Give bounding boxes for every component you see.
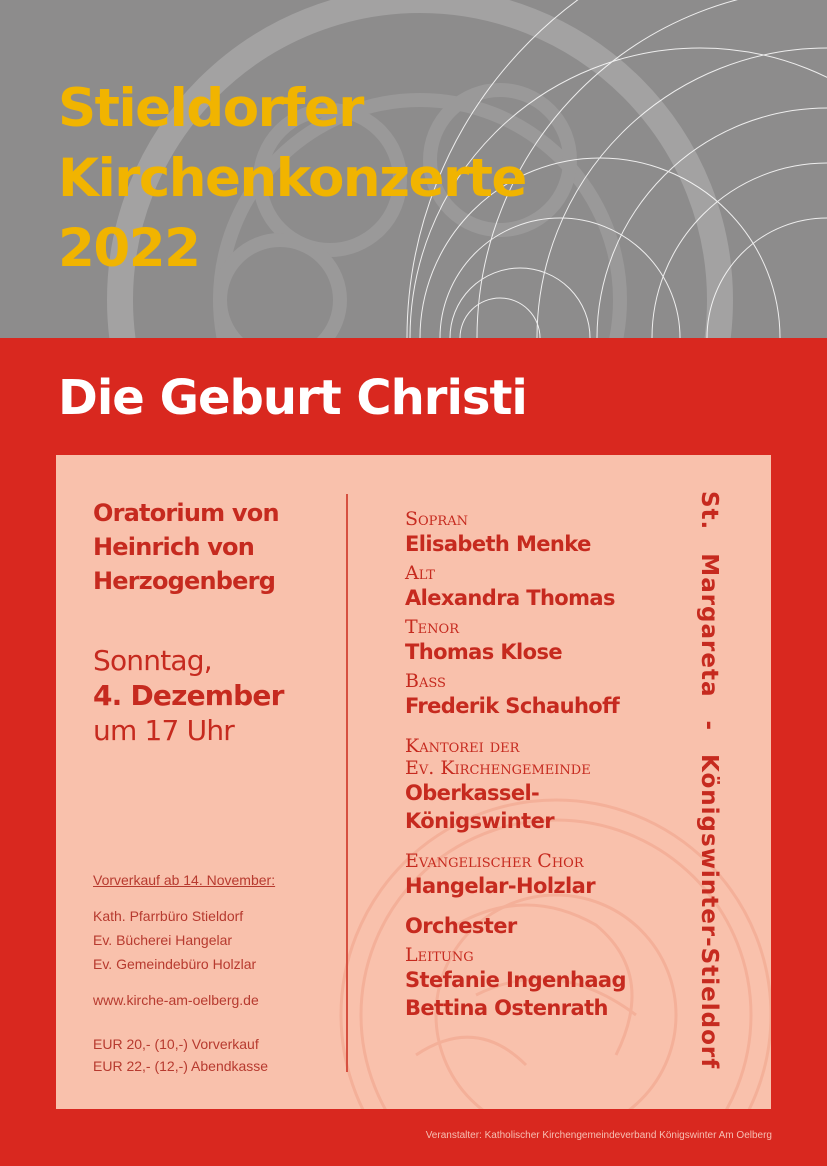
event-datetime (93, 643, 284, 748)
price-list (93, 1033, 275, 1077)
ticket-info (93, 871, 275, 1077)
event-title: Die Geburt Christi (58, 370, 527, 426)
event-date: 4. Dezember (93, 679, 284, 712)
director-1: Stefanie Ingenhaag (405, 968, 626, 992)
choir2-label: Evangelischer Chor (405, 850, 584, 872)
presale-heading: Vorverkauf ab 14. November: (93, 872, 276, 888)
presale-location: Ev. Bücherei Hangelar (93, 932, 233, 948)
column-divider (346, 494, 348, 1072)
performer-tenor: Thomas Klose (405, 640, 563, 664)
work-description (93, 496, 279, 598)
choir1-name-line2: Königswinter (405, 809, 554, 833)
price-presale: EUR 20,- (10,-) Vorverkauf (93, 1036, 259, 1052)
director-2: Bettina Ostenrath (405, 996, 608, 1020)
performer-bass: Frederik Schauhoff (405, 694, 620, 718)
price-box-office: EUR 22,- (12,-) Abendkasse (93, 1058, 269, 1074)
performer-list (405, 508, 705, 1022)
performer-soprano: Elisabeth Menke (405, 532, 591, 556)
choir1-name-line1: Oberkassel- (405, 781, 540, 805)
work-line2: Heinrich von (93, 533, 255, 561)
role-label-bass: Bass (405, 670, 446, 692)
concert-series-title (58, 74, 526, 284)
venue-text: St. Margareta - Königswinter-Stieldorf (696, 491, 722, 1070)
choir2-name: Hangelar-Holzlar (405, 874, 595, 898)
series-title-line1: Stieldorfer (58, 78, 363, 139)
event-time: um 17 Uhr (93, 714, 235, 747)
series-title-line2: Kirchenkonzerte (58, 148, 526, 209)
role-label-direction: Leitung (405, 944, 474, 966)
work-line1: Oratorium von (93, 499, 279, 527)
series-title-year: 2022 (58, 218, 200, 279)
presale-location: Ev. Gemeindebüro Holzlar (93, 956, 257, 972)
work-line3: Herzogenberg (93, 567, 276, 595)
choir1-label-line1: Kantorei der (405, 735, 520, 757)
event-day: Sonntag, (93, 644, 212, 677)
website-link[interactable]: www.kirche-am-oelberg.de (93, 992, 259, 1008)
organizer-note: Veranstalter: Katholischer Kirchengemeindeverband Königswinter Am Oelberg (425, 1130, 772, 1141)
role-label-soprano: Sopran (405, 508, 468, 530)
choir1-label-line2: Ev. Kirchengemeinde (405, 757, 591, 779)
presale-location: Kath. Pfarrbüro Stieldorf (93, 908, 244, 924)
role-label-alto: Alt (405, 562, 435, 584)
role-label-tenor: Tenor (405, 616, 459, 638)
orchestra: Orchester (405, 914, 517, 938)
performer-alto: Alexandra Thomas (405, 586, 615, 610)
